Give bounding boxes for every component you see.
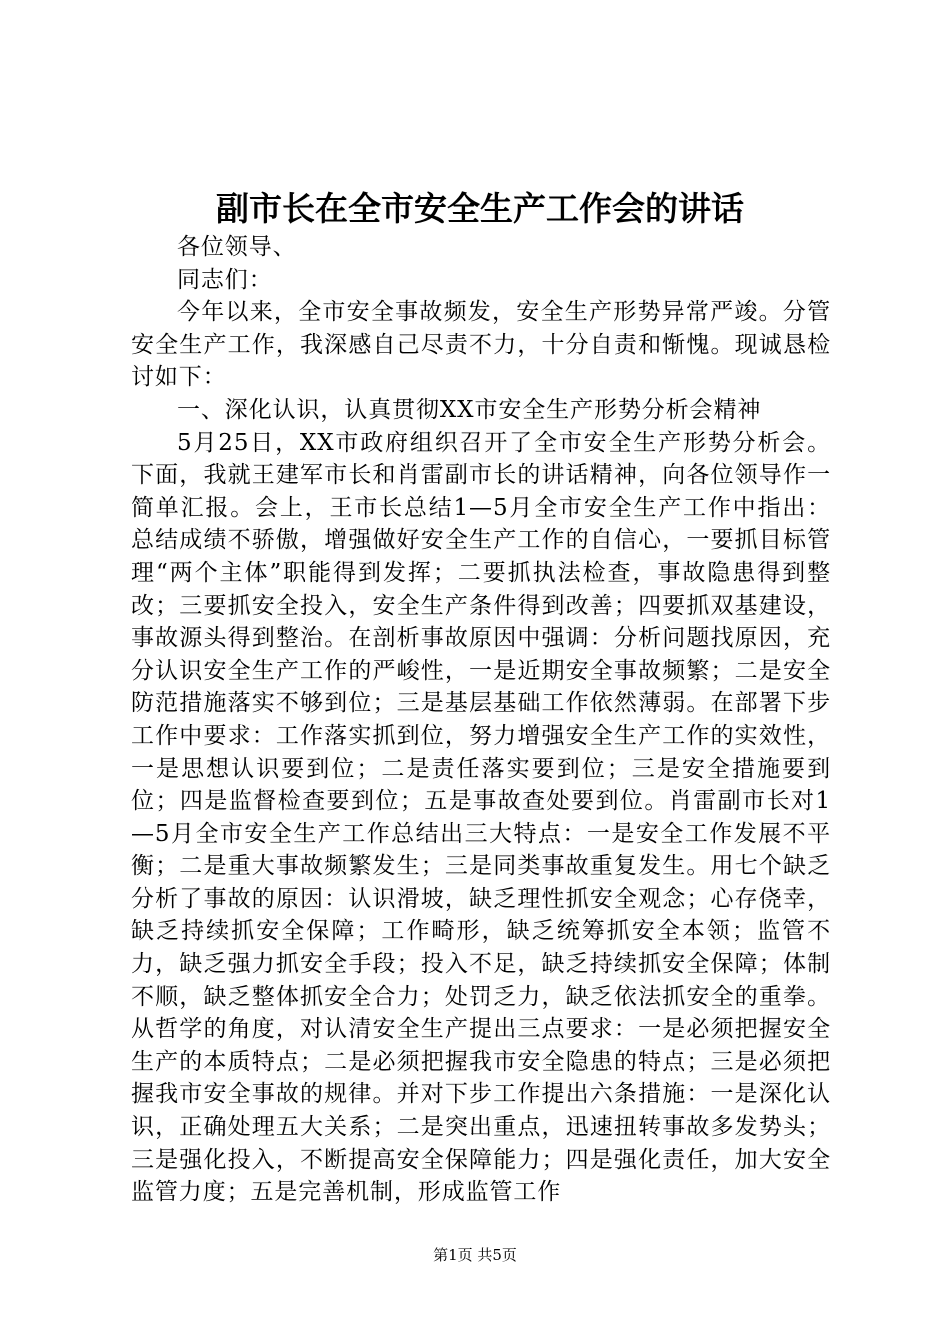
paragraph-intro: 今年以来，全市安全事故频发，安全生产形势异常严竣。分管安全生产工作，我深感自己尽责不力，十分自责和惭愧。现诚恳检讨如下： bbox=[131, 299, 831, 391]
document-body bbox=[131, 231, 831, 1209]
salutation-leaders: 各位领导、 bbox=[177, 234, 297, 260]
document-title: 副市长在全市安全生产工作会的讲话 bbox=[216, 189, 744, 228]
salutation-comrades: 同志们： bbox=[177, 266, 273, 293]
page-number-footer: 第1页 共5页 bbox=[433, 1246, 517, 1264]
section-heading-1: 一、深化认识，认真贯彻XX市安全生产形势分析会精神 bbox=[177, 396, 762, 423]
paragraph-meeting-summary: 5月25日，XX市政府组织召开了全市安全生产形势分析会。下面，我就王建军市长和肖雷副市长的讲话精神，向各位领导作一简单汇报。会上，王市长总结1—5月全市安全生产工作中指出：总结成绩不骄傲，增强做好安全生产工作的自信心，一要抓目标管理“两个主体”职能得到发挥；二要抓执法检查，事故隐患得到整改；三要抓安全投入，安全生产条件得到改善；四要抓双基建设，事故源头得到整治。在剖析事故原因中强调：分析问题找原因，充分认识安全生产工作的严峻性，一是近期安全事故频繁；二是安全防范措施落实不够到位；三是基层基础工作依然薄弱。在部署下步工作中要求：工作落实抓到位，努力增强安全生产工作的实效性，一是思想认识要到位；二是责任落实要到位；三是安全措施要到位；四是监督检查要到位；五是事故查处要到位。肖雷副市长对1—5月全市安全生产工作总结出三大特点：一是安全工作发展不平衡；二是重大事故频繁发生；三是同类事故重复发生。用七个缺乏分析了事故的原因：认识滑坡，缺乏理性抓安全观念；心存侥幸，缺乏持续抓安全保障；工作畸形，缺乏统筹抓安全本领；监管不力，缺乏强力抓安全手段；投入不足，缺乏持续抓安全保障；体制不顺，缺乏整体抓安全合力；处罚乏力，缺乏依法抓安全的重拳。从哲学的角度，对认清安全生产提出三点要求：一是必须把握安全生产的本质特点；二是必须把握我市安全隐患的特点；三是必须把握我市安全事故的规律。并对下步工作提出六条措施：一是深化认识，正确处理五大关系；二是突出重点，迅速扭转事故多发势头；三是强化投入，不断提高安全保障能力；四是强化责任，加大安全监管力度；五是完善机制，形成监管工作 bbox=[131, 429, 831, 1206]
